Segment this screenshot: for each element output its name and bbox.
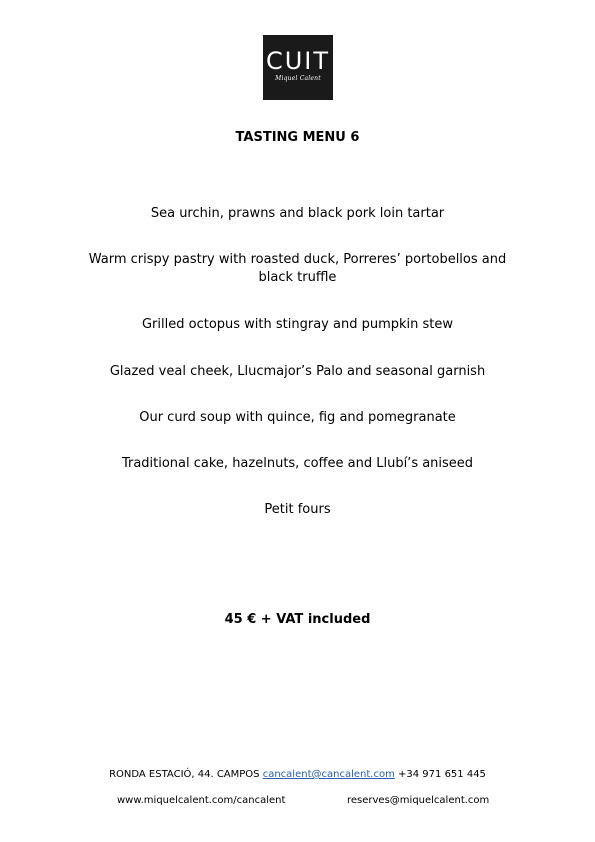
logo-wordmark: CUIT	[265, 47, 331, 75]
dish-5: Our curd soup with quince, fig and pomegranate	[139, 410, 456, 425]
footer-email-link[interactable]: cancalent@cancalent.com	[262, 769, 395, 780]
dish-7: Petit fours	[264, 502, 331, 517]
restaurant-logo	[263, 35, 333, 100]
footer-address: RONDA ESTACIÓ, 44. CAMPOS	[109, 769, 260, 780]
dish-2: Warm crispy pastry with roasted duck, Porreres’ portobellos and black truffle	[88, 252, 507, 285]
dish-3: Grilled octopus with stingray and pumpkin stew	[141, 317, 454, 332]
menu-title: TASTING MENU 6	[235, 130, 360, 145]
menu-price: 45 € + VAT included	[224, 612, 371, 627]
footer-website[interactable]: www.miquelcalent.com/cancalent	[117, 795, 286, 806]
dish-1: Sea urchin, prawns and black pork loin tartar	[150, 206, 445, 221]
footer-reservations-email[interactable]: reserves@miquelcalent.com	[347, 795, 490, 806]
dish-6: Traditional cake, hazelnuts, coffee and Llubí’s aniseed	[121, 456, 474, 471]
dish-4: Glazed veal cheek, Llucmajor’s Palo and seasonal garnish	[109, 364, 486, 379]
logo-signature: Miquel Calent	[275, 75, 321, 82]
footer-phone: +34 971 651 445	[398, 769, 486, 780]
footer-contact-line	[0, 768, 595, 782]
